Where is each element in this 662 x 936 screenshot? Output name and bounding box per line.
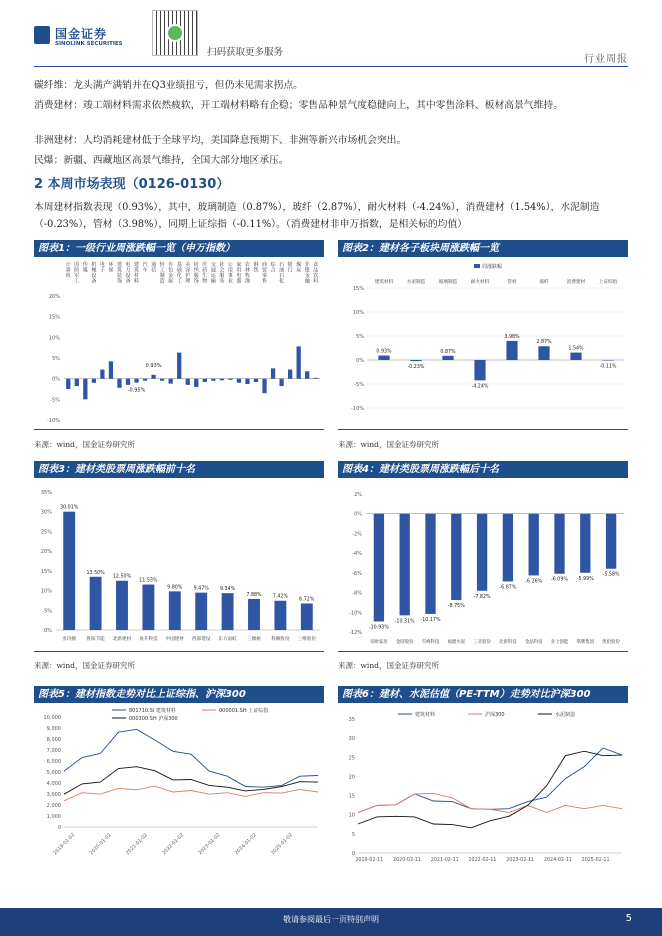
bar xyxy=(538,346,549,360)
figure3-bottom-rule xyxy=(34,651,324,652)
category-label: 有色金属 xyxy=(168,262,174,285)
data-label: 7.88% xyxy=(246,592,262,598)
legend-label: 水泥制造 xyxy=(555,712,576,718)
data-label: -8.75% xyxy=(447,603,465,609)
data-label: 1.54% xyxy=(568,346,584,352)
y-tick-label: 25% xyxy=(40,529,52,536)
category-label: 石油石化 xyxy=(279,262,285,285)
footer-disclaimer: 敬请参阅最后一页特别声明 xyxy=(283,915,379,924)
y-tick-label: 7,000 xyxy=(46,748,61,754)
chart-subsector-returns xyxy=(338,258,628,428)
y-tick-label: 0% xyxy=(354,511,362,518)
y-tick-label: 0 xyxy=(57,825,61,831)
category-label: 煤炭 xyxy=(296,262,302,274)
bar xyxy=(297,346,301,378)
category-label: 亚士创能 xyxy=(550,640,569,645)
legend-label: 801710.SI 建筑材料 xyxy=(129,708,176,714)
category-label: 建筑材料 xyxy=(134,262,140,285)
y-tick-label: -6% xyxy=(352,570,362,577)
y-tick-label: 0% xyxy=(356,358,364,364)
y-tick-label: -10% xyxy=(47,418,60,424)
bar xyxy=(177,353,181,379)
figure4-source: 来源：wind，国金证券研究所 xyxy=(338,661,439,670)
bar xyxy=(305,371,309,378)
data-label: 2.87% xyxy=(536,340,552,346)
bar xyxy=(262,379,266,393)
y-tick-label: 10% xyxy=(352,310,364,316)
chart-industry-returns xyxy=(34,258,324,428)
category-label: 国防军工 xyxy=(74,262,80,285)
category-label: 塔牌集团 xyxy=(576,640,595,645)
category-label: 再升科技 xyxy=(139,637,158,642)
y-tick-label: 25 xyxy=(348,755,355,762)
bar xyxy=(503,514,513,582)
legend-label: 000001.SH 上证综指 xyxy=(219,708,269,714)
bar xyxy=(100,370,104,379)
bar xyxy=(271,368,275,378)
bar xyxy=(279,379,283,386)
category-label: 银行 xyxy=(287,262,293,274)
bar xyxy=(75,379,79,386)
bar xyxy=(126,379,130,385)
bar xyxy=(143,379,147,381)
data-label: -0.11% xyxy=(599,364,617,370)
bar xyxy=(117,379,121,388)
x-tick-label: 2025-01-02 xyxy=(270,832,295,857)
category-label: 北新建材 xyxy=(112,637,132,642)
report-category: 行业周报 xyxy=(584,54,628,65)
bar xyxy=(109,361,113,378)
x-tick-label: 2022-01-02 xyxy=(161,832,186,857)
y-tick-label: 5% xyxy=(356,334,364,340)
figure3-title: 图表3：建材类股票周涨跌幅前十名 xyxy=(34,461,324,478)
y-tick-label: 9,000 xyxy=(46,726,61,732)
category-label: 凯伦股份 xyxy=(602,640,620,645)
category-label: 基础化工 xyxy=(176,262,182,285)
data-label: -5.58% xyxy=(602,572,620,578)
y-tick-label: 5% xyxy=(44,608,52,615)
y-tick-label: 0% xyxy=(44,628,52,634)
y-tick-label: -2% xyxy=(352,531,362,538)
category-label: 玻璃制造 xyxy=(438,280,458,285)
figure6-title: 图表6：建材、水泥估值（PE-TTM）走势对比沪深300 xyxy=(338,686,628,703)
bar xyxy=(116,581,128,630)
y-tick-label: -4% xyxy=(352,551,362,558)
bar xyxy=(425,514,435,614)
category-label: 中国建材 xyxy=(165,637,184,642)
data-label: 30.01% xyxy=(60,505,79,511)
data-label: 0.87% xyxy=(440,349,456,355)
data-label: -5.99% xyxy=(576,576,594,582)
bar xyxy=(63,512,75,630)
category-label: 医药生物 xyxy=(202,262,208,285)
data-label: -10.31% xyxy=(394,619,415,625)
figure4-title: 图表4：建材类股票周涨跌幅后十名 xyxy=(338,461,628,478)
bar xyxy=(220,379,224,381)
legend-label: 沪深300 xyxy=(485,712,505,718)
category-label: 汽车 xyxy=(142,262,148,274)
y-tick-label: 35% xyxy=(40,490,52,496)
bar xyxy=(66,379,70,389)
bar xyxy=(374,514,384,622)
y-tick-label: 2% xyxy=(354,492,362,498)
bar xyxy=(580,514,590,573)
category-label: 食品饮料 xyxy=(313,262,319,285)
qr-center-logo-icon xyxy=(166,24,184,42)
data-label: 3.98% xyxy=(504,334,520,340)
y-tick-label: 5 xyxy=(351,831,355,838)
data-label: -10.17% xyxy=(420,617,441,623)
data-label: 13.50% xyxy=(86,570,105,576)
bar xyxy=(400,514,410,616)
data-label: -7.82% xyxy=(473,594,491,600)
y-tick-label: -12% xyxy=(349,630,362,636)
category-label: 综合 xyxy=(270,262,276,274)
category-label: 通信 xyxy=(151,262,157,274)
legend-label: 周涨跌幅 xyxy=(482,264,503,270)
bar xyxy=(151,375,155,379)
x-tick-label: 2025-02-11 xyxy=(581,858,610,863)
bar xyxy=(83,379,87,400)
series-line xyxy=(64,786,318,801)
category-label: 雪峰科技 xyxy=(421,640,440,645)
x-tick-label: 2021-02-11 xyxy=(430,858,459,863)
bar xyxy=(506,341,517,360)
data-label: 0.93% xyxy=(376,349,392,355)
data-label: -6.26% xyxy=(525,579,543,585)
category-label: 环保 xyxy=(108,262,114,274)
bar xyxy=(211,379,215,381)
x-tick-label: 2024-02-11 xyxy=(543,858,572,863)
figure3-source: 来源：wind，国金证券研究所 xyxy=(34,661,135,670)
series-line xyxy=(64,729,318,787)
data-label: 9.34% xyxy=(219,587,236,593)
data-label: 11.53% xyxy=(139,578,158,584)
category-label: 水泥制造 xyxy=(406,280,426,285)
data-label: -0.95% xyxy=(127,387,146,394)
y-tick-label: 30% xyxy=(40,509,52,516)
category-label: 计算机 xyxy=(65,262,71,279)
y-tick-label: 15 xyxy=(348,793,355,800)
y-tick-label: 3,000 xyxy=(46,792,61,798)
y-tick-label: -8% xyxy=(352,590,362,597)
company-logo-icon xyxy=(34,26,50,44)
bar xyxy=(529,514,539,576)
category-label: 金圆股份 xyxy=(395,640,414,645)
bar xyxy=(169,591,181,630)
bar xyxy=(570,353,581,360)
bar xyxy=(554,514,564,574)
category-label: 建筑材料 xyxy=(374,280,394,285)
category-label: 传媒 xyxy=(82,262,88,274)
bar xyxy=(228,379,232,380)
scan-prompt: 扫码获取更多服务 xyxy=(207,47,284,58)
chart-bottom10-stocks xyxy=(338,480,628,650)
data-label: -6.09% xyxy=(551,577,568,583)
category-label: 钢铁 xyxy=(253,262,259,274)
y-tick-label: -10% xyxy=(349,610,362,617)
bar xyxy=(606,514,616,569)
figure2-bottom-rule xyxy=(338,429,628,430)
bar xyxy=(194,379,198,387)
y-tick-label: -5% xyxy=(50,397,60,404)
category-label: 福建水泥 xyxy=(447,640,466,645)
y-tick-label: 10 xyxy=(348,812,355,819)
bar xyxy=(245,379,249,384)
figure2-title: 图表2：建材各子板块周涨跌幅一览 xyxy=(338,240,628,257)
category-label: 玻纤 xyxy=(539,280,549,285)
y-tick-label: -10% xyxy=(351,406,364,412)
category-label: 帝欧家居 xyxy=(370,640,388,645)
category-label: 电子 xyxy=(99,262,105,274)
bar xyxy=(90,577,102,630)
category-label: 轻工制造 xyxy=(159,262,165,285)
series-line xyxy=(358,748,622,813)
legend-label: 建筑材料 xyxy=(415,712,436,718)
category-label: 机械设备 xyxy=(91,262,97,285)
category-label: 商贸零售 xyxy=(262,262,268,285)
bar xyxy=(237,379,241,383)
bar xyxy=(134,379,138,383)
category-label: 东方雨虹 xyxy=(218,637,237,642)
category-label: 鲁阳节能 xyxy=(86,637,105,642)
bar xyxy=(92,379,96,383)
data-label: -10.93% xyxy=(368,625,389,631)
paragraph-carbon-fiber: 碳纤维：龙头满产满销并在Q3业绩扭亏，但仍未见需求拐点。 xyxy=(34,80,303,91)
series-line xyxy=(358,793,622,812)
bar xyxy=(160,379,164,381)
category-label: 消费建材 xyxy=(566,280,586,285)
x-tick-label: 2024-01-02 xyxy=(234,832,258,857)
x-tick-label: 2019-02-11 xyxy=(355,858,384,863)
data-label: 9.47% xyxy=(193,586,209,592)
y-tick-label: 20% xyxy=(40,549,52,556)
y-tick-label: 30 xyxy=(348,736,355,743)
y-tick-label: 10,000 xyxy=(43,715,61,721)
bar xyxy=(195,593,207,630)
page-number: 5 xyxy=(625,913,632,924)
figure5-title: 图表5：建材指数走势对比上证综指、沪深300 xyxy=(34,686,324,703)
y-tick-label: 0% xyxy=(52,376,60,383)
y-tick-label: 20 xyxy=(348,774,355,781)
paragraph-consumer-materials: 消费建材：竣工端材料需求依然疲软，开工端材料略有企稳；零售品种景气度稳健向上，其中零售涂料、板材高景气维持。 xyxy=(34,100,564,111)
bar xyxy=(274,601,286,630)
y-tick-label: 20% xyxy=(48,294,60,300)
data-label: 12.50% xyxy=(112,574,132,580)
y-tick-label: 15% xyxy=(48,314,60,321)
y-tick-label: 15% xyxy=(352,286,364,292)
chart-index-trend xyxy=(34,705,324,865)
category-label: 北新科技 xyxy=(499,640,517,645)
bar xyxy=(288,370,292,379)
header-divider xyxy=(34,66,628,67)
x-tick-label: 2022-02-11 xyxy=(468,858,497,863)
category-label: 亚玛顿 xyxy=(62,637,77,642)
figure4-bottom-rule xyxy=(338,651,628,652)
bar xyxy=(314,378,318,379)
bar xyxy=(203,379,207,382)
category-label: 农林牧渔 xyxy=(244,262,250,285)
x-tick-label: 2019-01-02 xyxy=(53,832,77,857)
bar xyxy=(602,360,613,361)
y-tick-label: 0 xyxy=(351,851,355,857)
y-tick-label: 10% xyxy=(48,335,60,342)
figure1-bottom-rule xyxy=(34,429,324,430)
bar xyxy=(477,514,487,591)
data-label: -4.24% xyxy=(471,384,489,390)
bar xyxy=(142,585,154,630)
category-label: 社会服务 xyxy=(219,262,225,285)
category-label: 三棵树 xyxy=(247,637,261,642)
data-label: 6.72% xyxy=(299,597,315,603)
bar xyxy=(186,379,190,385)
bar xyxy=(222,593,234,630)
data-label: 9.80% xyxy=(167,585,183,591)
y-tick-label: 5,000 xyxy=(46,770,61,776)
category-label: 家用电器 xyxy=(236,262,242,285)
paragraph-explosives: 民爆：新疆、西藏地区高景气维持，全国大部分地区承压。 xyxy=(34,155,289,166)
category-label: 电力设备 xyxy=(125,262,131,285)
data-label: -0.23% xyxy=(407,365,425,371)
category-label: 三维股份 xyxy=(297,637,316,642)
x-tick-label: 2023-02-11 xyxy=(506,858,535,863)
bar xyxy=(451,514,461,600)
chart-valuation-trend xyxy=(338,705,628,865)
category-label: 纺织服饰 xyxy=(193,262,199,285)
y-tick-label: 6,000 xyxy=(46,759,61,765)
chart-top10-stocks xyxy=(34,480,324,650)
y-tick-label: 5% xyxy=(52,356,60,362)
category-label: 公用事业 xyxy=(227,262,233,285)
category-label: 耐火材料 xyxy=(470,280,490,285)
category-label: 管材 xyxy=(507,280,517,285)
company-name-en: SINOLINK SECURITIES xyxy=(55,41,123,47)
bar xyxy=(474,360,485,380)
bar xyxy=(410,360,421,361)
company-name: 国金证券 xyxy=(55,27,108,41)
category-label: 科顺股份 xyxy=(271,637,290,642)
bar xyxy=(301,604,313,630)
y-tick-label: 1,000 xyxy=(46,814,61,820)
category-label: 三圣股份 xyxy=(473,640,491,645)
y-tick-label: 10% xyxy=(40,588,52,595)
legend-label: 000300.SH 沪深300 xyxy=(129,716,178,722)
bar xyxy=(248,599,260,630)
y-tick-label: 8,000 xyxy=(46,737,61,743)
figure2-source: 来源：wind，国金证券研究所 xyxy=(338,440,439,449)
y-tick-label: 2,000 xyxy=(46,803,61,809)
paragraph-africa: 非洲建材：人均消耗建材低于全球平均，美国降息预期下、非洲等新兴市场机会突出。 xyxy=(34,135,407,146)
bar xyxy=(169,379,173,384)
x-tick-label: 2020-01-02 xyxy=(89,832,113,857)
y-tick-label: 15% xyxy=(40,568,52,575)
data-label: 0.93% xyxy=(145,362,162,369)
bar xyxy=(378,356,389,360)
x-tick-label: 2023-01-02 xyxy=(198,832,222,857)
category-label: 西部建设 xyxy=(192,637,211,642)
bar xyxy=(442,356,453,360)
data-label: -6.87% xyxy=(499,585,517,591)
legend-swatch xyxy=(474,264,480,268)
series-line xyxy=(358,751,622,828)
y-tick-label: 4,000 xyxy=(46,781,61,787)
category-label: 美容护理 xyxy=(185,262,191,285)
x-tick-label: 2021-01-02 xyxy=(125,832,149,857)
figure1-source: 来源：wind，国金证券研究所 xyxy=(34,440,135,449)
category-label: 上证综指 xyxy=(598,280,618,285)
section-title: 2 本周市场表现（0126-0130） xyxy=(34,177,230,192)
bar xyxy=(254,379,258,382)
category-label: 交通运输 xyxy=(210,262,216,285)
figure1-title: 图表1：一级行业周涨跌幅一览（申万指数） xyxy=(34,240,324,257)
y-tick-label: -5% xyxy=(354,382,364,388)
category-label: 金晶科技 xyxy=(524,640,543,645)
y-tick-label: 35 xyxy=(348,717,355,723)
category-label: 建筑装饰 xyxy=(116,262,122,285)
category-label: 非银金融 xyxy=(304,262,310,285)
x-tick-label: 2020-02-11 xyxy=(393,858,421,863)
data-label: 7.42% xyxy=(272,594,289,600)
summary-paragraph: 本周建材指数表现（0.93%），其中，玻璃制造（0.87%），玻纤（2.87%），耐火材料（-4.24%），消费建材（1.54%），水泥制造（-0.23%），管材（3.98%），同期上证综指（-0.11%）。（消费建材非申万指数，是相关标的均值） xyxy=(34,202,600,230)
